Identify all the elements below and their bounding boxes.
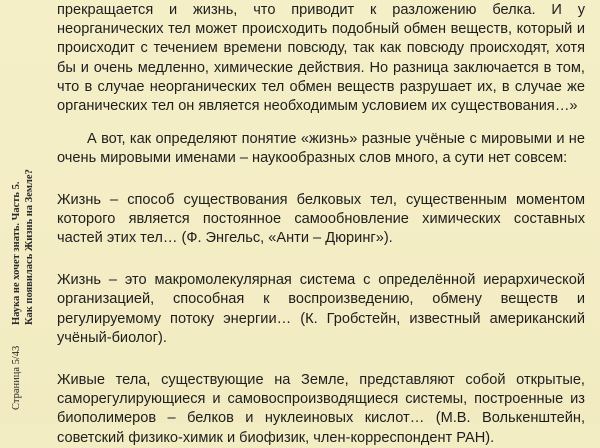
sidebar-rotated-text (10, 100, 46, 410)
paragraph-definitions-intro: А вот, как определяют понятие «жизнь» разные учёные с мировыми и не очень мировыми именами – наукообразных слов много, а сути нет совсем: (57, 131, 585, 167)
series-title-line2: Как появилась Жизнь на Земле? (24, 169, 35, 325)
page-number-label: Страница 5/43 (11, 345, 22, 410)
quote-grobstein: Жизнь – это макромолекулярная система с определённой иерархической организацией, способная к воспроизведению, обмену веществ и регулируемому потоку энергии… (К. Гробстейн, известный американский учёный-биолог). (57, 272, 585, 346)
quote-engels: Жизнь – способ существования белковых тел, существенным моментом которого является постоянное самообновление химических составных частей этих тел… (Ф. Энгельс, «Анти – Дюринг»). (57, 191, 585, 247)
series-title-line1: Наука не хочет знать. Часть 5. (11, 181, 22, 325)
series-title (10, 95, 36, 325)
sidebar-caption (10, 100, 46, 410)
body-text (57, 1, 585, 448)
quote-volkenstein: Живые тела, существующие на Земле, представляют собой открытые, саморегулирующиеся и самовоспроизводящиеся системы, построенные из биополимеров – белков и нуклеиновых кислот… (М.В. Волькенштейн, советский физико-химик и биофизик, член-корреспондент РАН). (57, 372, 585, 446)
paragraph-continuation: прекращается и жизнь, что приводит к разложению белка. И у неорганических тел может происходить подобный обмен веществ, который и происходит с течением времени повсюду, так как повсюду происходят, хотя бы и очень медленно, химические действия. Но разница заключается в том, что в случае неорганических тел обмен веществ разрушает их, в случае же органических тел он является необходимым условием их существования…» (57, 2, 585, 115)
